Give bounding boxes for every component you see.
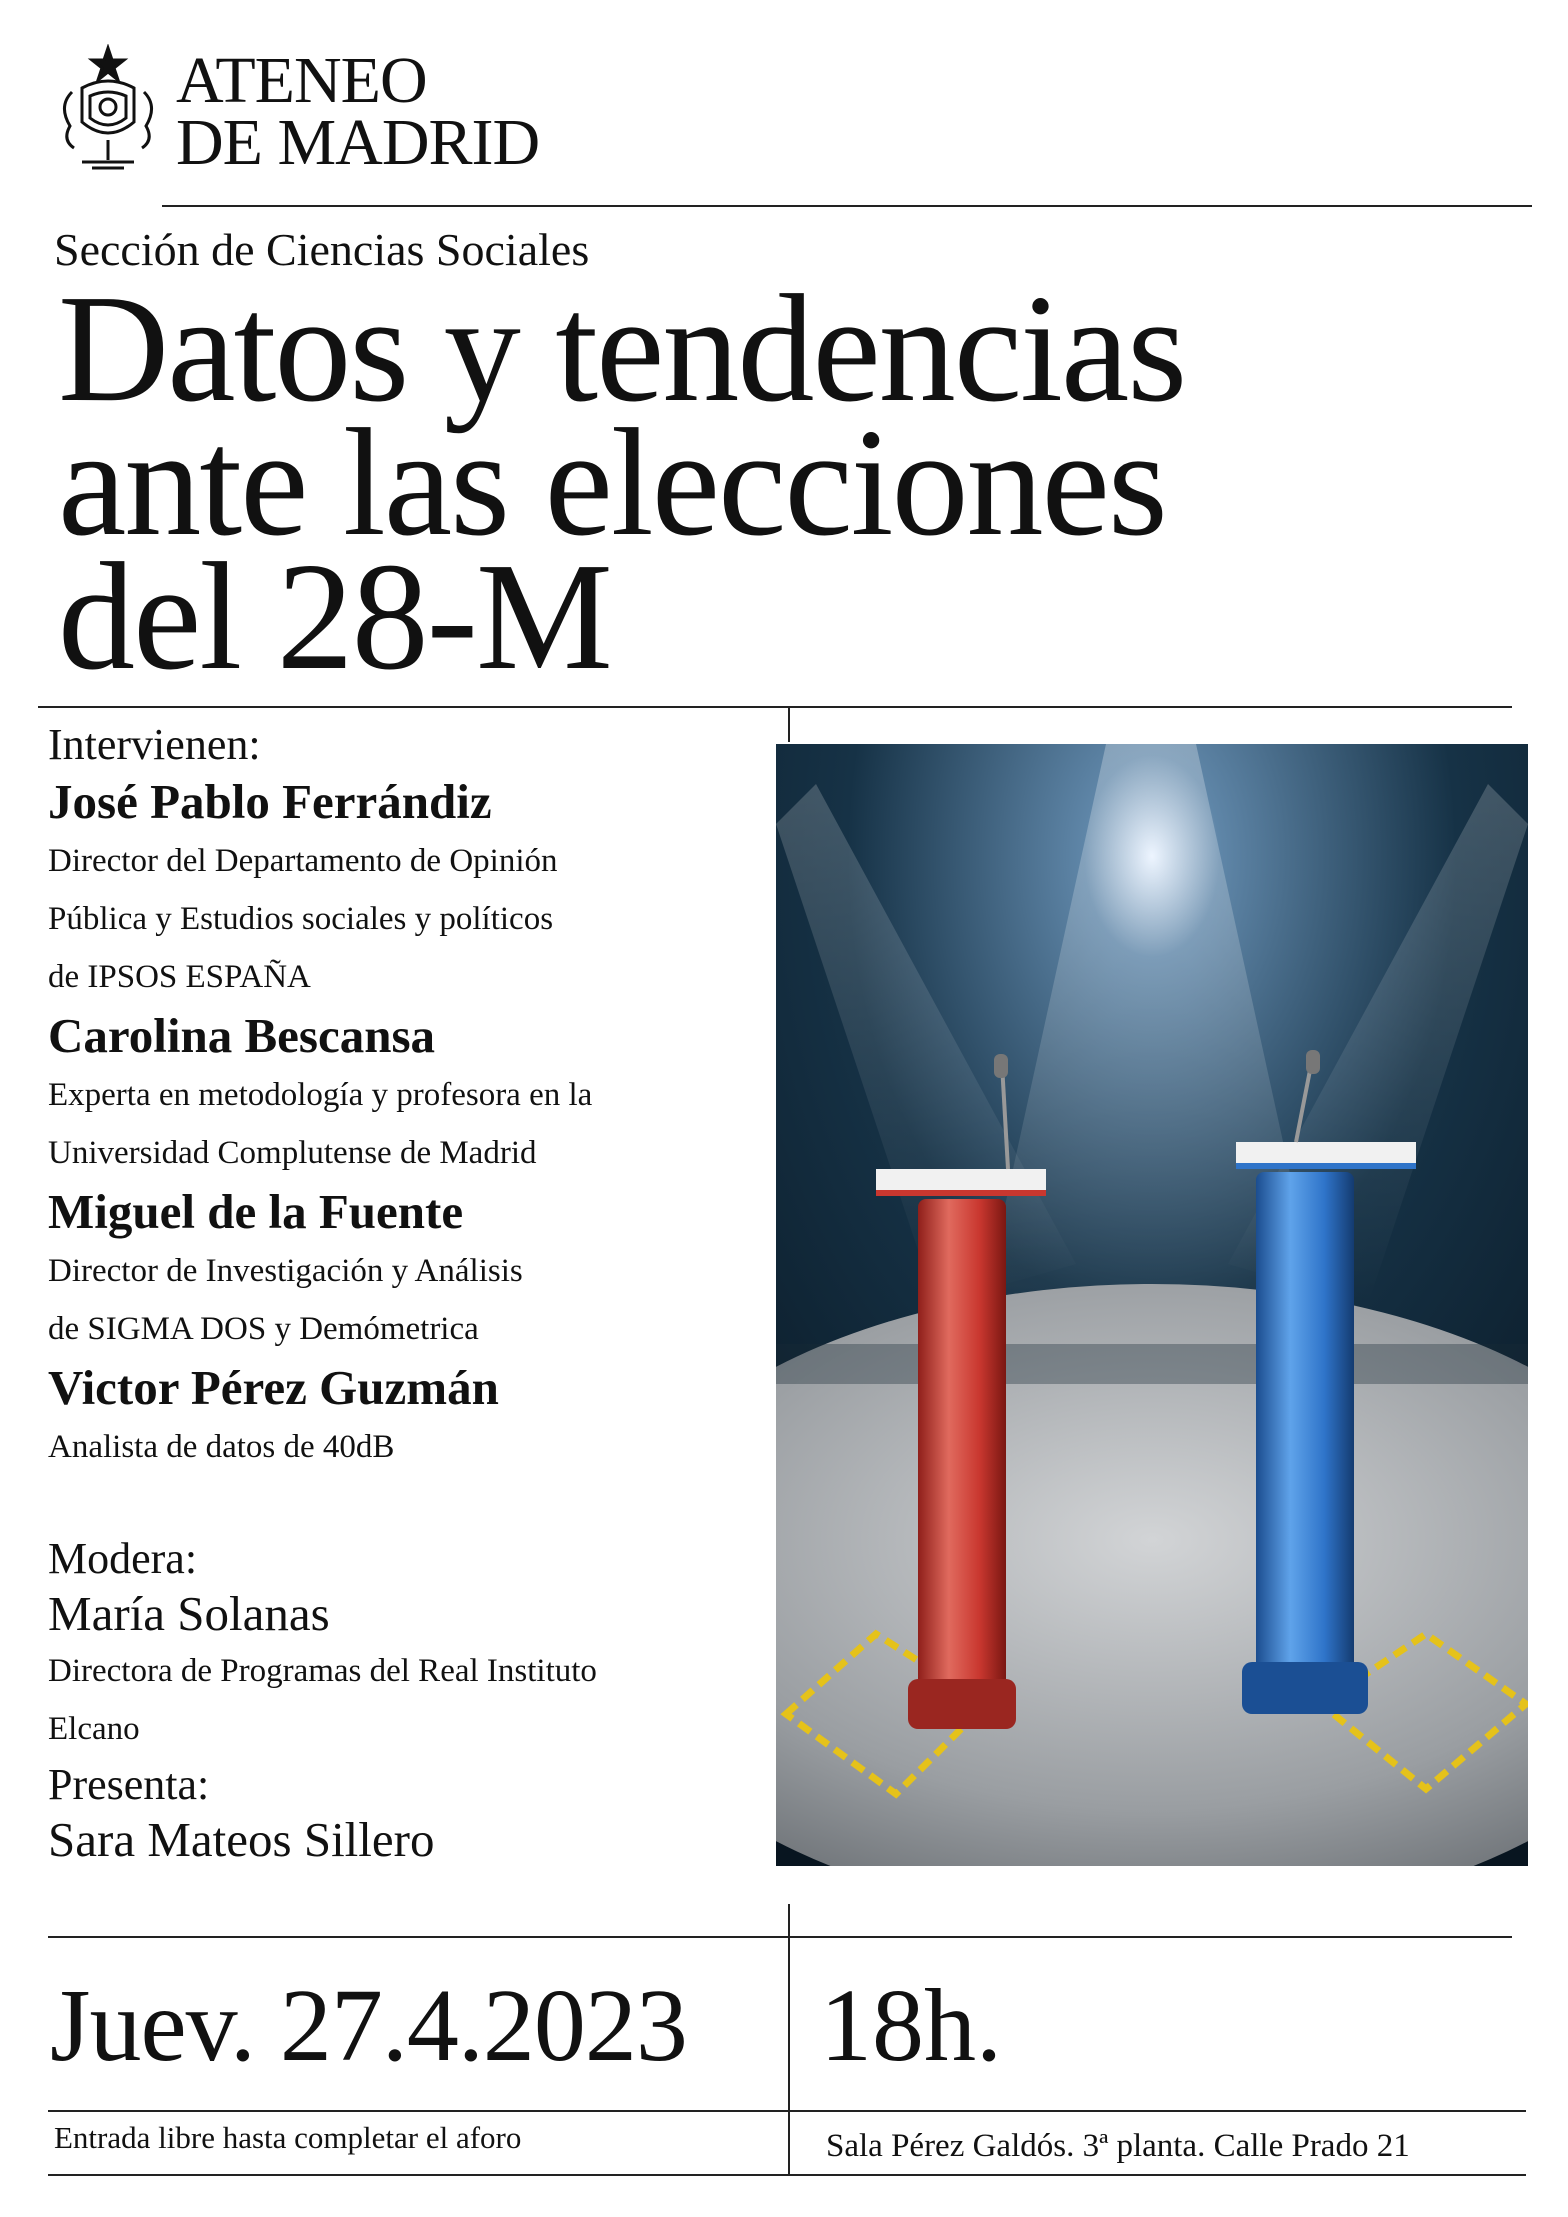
title-line-3: del 28-M: [58, 532, 611, 702]
title-line-2: ante las elecciones: [58, 398, 1166, 568]
event-date: Juev. 27.4.2023: [50, 1968, 687, 2083]
brand-name: [176, 44, 540, 179]
column-divider-top: [788, 706, 790, 742]
speaker-role: [48, 1418, 748, 1476]
speaker-role-line: Universidad Complutense de Madrid: [48, 1135, 537, 1171]
speaker-name: Miguel de la Fuente: [48, 1184, 464, 1239]
speaker-role-line: de SIGMA DOS y Demómetrica: [48, 1311, 479, 1347]
header-divider: [162, 205, 1532, 207]
presenter-name: Sara Mateos Sillero: [48, 1812, 435, 1867]
moderator-role: [48, 1642, 748, 1758]
ateneo-crest-icon: [52, 44, 164, 172]
speaker-role-line: Analista de datos de 40dB: [48, 1429, 395, 1465]
venue-address: Sala Pérez Galdós. 3ª planta. Calle Prado 21: [826, 2128, 1410, 2164]
brand-line-1: ATENEO: [176, 44, 427, 117]
moderator-name: María Solanas: [48, 1586, 330, 1641]
column-divider-bottom: [788, 1904, 790, 2176]
moderator-role-line: Elcano: [48, 1711, 140, 1747]
page-title: [58, 264, 1186, 702]
moderator-role-line: Directora de Programas del Real Instituto: [48, 1653, 597, 1689]
speaker-role-line: de IPSOS ESPAÑA: [48, 959, 311, 995]
speaker-role: [48, 832, 748, 1006]
speakers-list: [48, 718, 748, 1868]
debate-podiums-image: [776, 744, 1528, 1866]
speaker-name: Victor Pérez Guzmán: [48, 1360, 499, 1415]
speaker-role: [48, 1066, 748, 1182]
title-line-1: Datos y tendencias: [58, 264, 1186, 434]
footer-divider-bottom: [48, 2174, 1526, 2176]
brand-line-2: DE MADRID: [176, 106, 540, 179]
speaker-role-line: Experta en metodología y profesora en la: [48, 1077, 593, 1113]
speakers-label: Intervienen:: [48, 720, 261, 769]
speaker-role: [48, 1242, 748, 1358]
section-name: Sección de Ciencias Sociales: [54, 224, 590, 275]
speaker-role-line: Pública y Estudios sociales y políticos: [48, 901, 554, 937]
event-time: 18h.: [820, 1968, 1002, 2083]
presenter-label: Presenta:: [48, 1760, 210, 1809]
title-divider: [38, 706, 1512, 708]
speaker-name: Carolina Bescansa: [48, 1008, 436, 1063]
footer-divider-middle: [48, 2110, 1526, 2112]
speaker-role-line: Director de Investigación y Análisis: [48, 1253, 523, 1289]
footer-divider-top: [48, 1936, 1512, 1938]
speaker-name: José Pablo Ferrándiz: [48, 774, 492, 829]
speaker-role-line: Director del Departamento de Opinión: [48, 843, 558, 879]
admission-note: Entrada libre hasta completar el aforo: [54, 2120, 522, 2155]
moderator-label: Modera:: [48, 1534, 198, 1583]
